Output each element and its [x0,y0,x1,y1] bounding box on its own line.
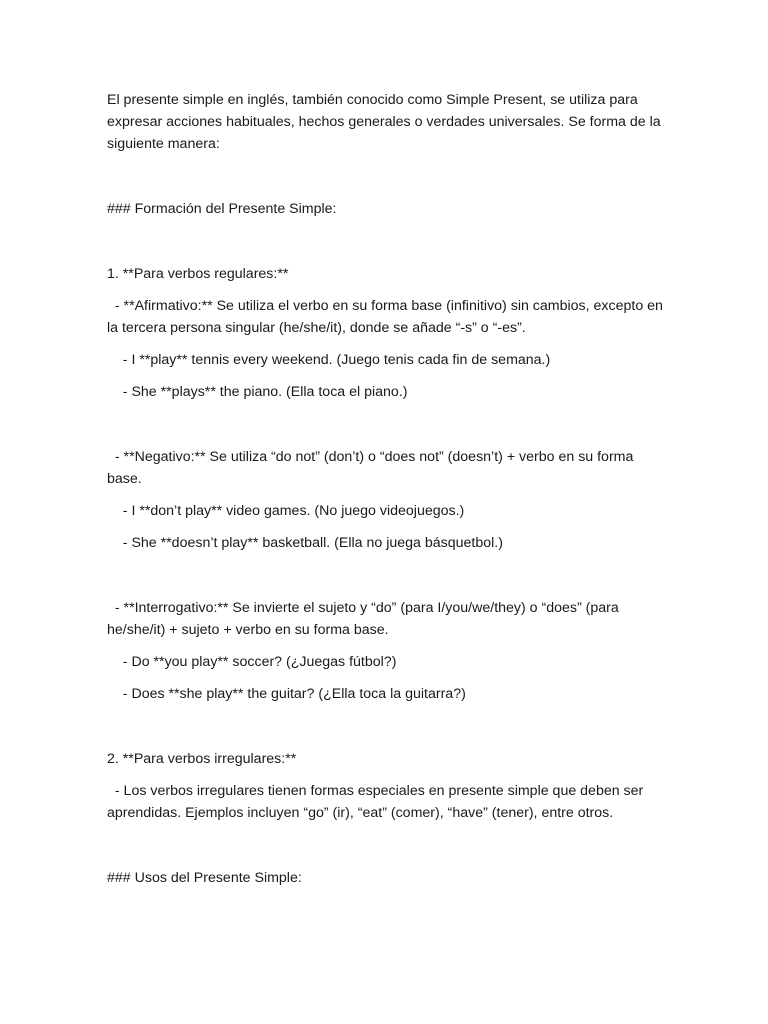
interrogativo-example-1: - Do **you play** soccer? (¿Juegas fútbol?) [107,654,397,670]
interrogativo-example-2: - Does **she play** the guitar? (¿Ella toca la guitarra?) [107,686,466,702]
afirmativo-example-1: - I **play** tennis every weekend. (Juego tenis cada fin de semana.) [107,352,551,368]
negativo-example-1: - I **don’t play** video games. (No juego videojuegos.) [107,503,465,519]
afirmativo-description: - **Afirmativo:** Se utiliza el verbo en su forma base (infinitivo) sin cambios, excepto en la tercera persona singular (he/she/it), donde se añade “-s” o “-es”. [107,298,667,336]
intro-paragraph: El presente simple en inglés, también conocido como Simple Present, se utiliza para expresar acciones habituales, hechos generales o verdades universales. Se forma de la siguiente manera: [107,92,665,152]
interrogativo-description: - **Interrogativo:** Se invierte el sujeto y “do” (para I/you/we/they) o “does” (para he/she/it) + sujeto + verbo en su forma base. [107,600,623,638]
negativo-description: - **Negativo:** Se utiliza “do not” (don’t) o “does not” (doesn’t) + verbo en su forma base. [107,449,638,487]
regulares-title: 1. **Para verbos regulares:** [107,266,289,282]
irregulares-title: 2. **Para verbos irregulares:** [107,751,297,767]
heading-formacion: ### Formación del Presente Simple: [107,201,337,217]
negativo-example-2: - She **doesn’t play** basketball. (Ella no juega básquetbol.) [107,535,503,551]
document-body [107,89,667,889]
afirmativo-example-2: - She **plays** the piano. (Ella toca el piano.) [107,384,408,400]
irregulares-description: - Los verbos irregulares tienen formas especiales en presente simple que deben ser aprendidas. Ejemplos incluyen “go” (ir), “eat” (comer), “have” (tener), entre otros. [107,783,648,821]
heading-usos: ### Usos del Presente Simple: [107,870,302,886]
